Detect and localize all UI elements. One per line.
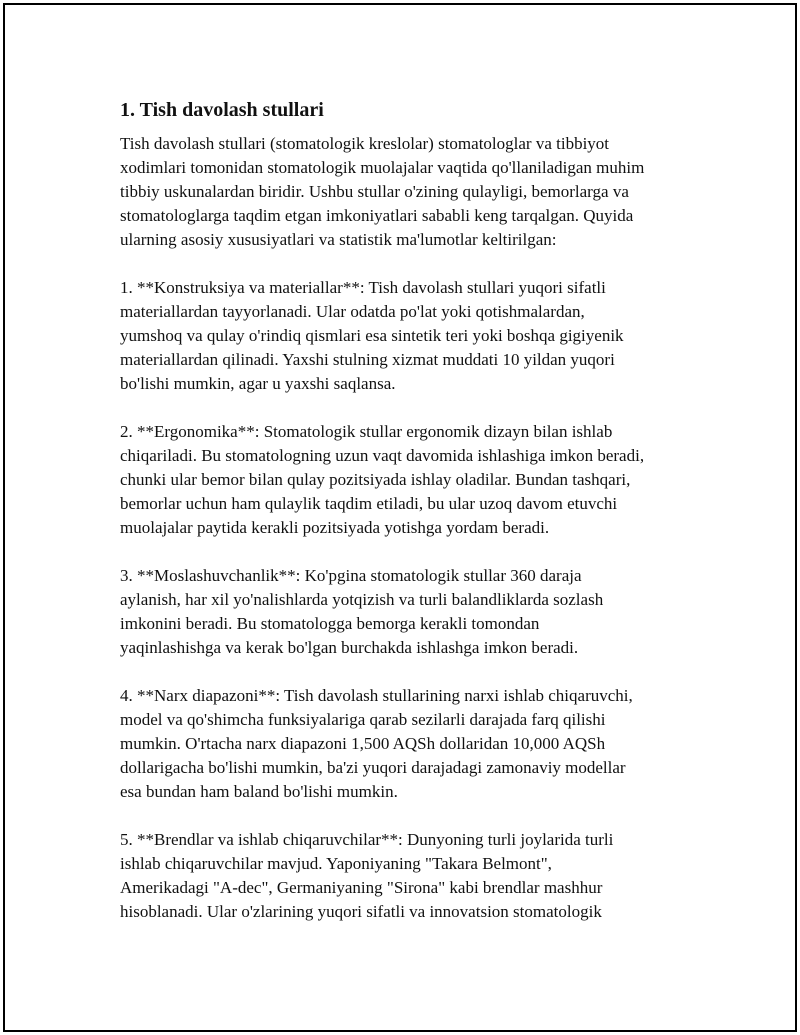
text-line: imkonini beradi. Bu stomatologga bemorga kerakli tomondan — [120, 614, 540, 633]
text-line: 4. **Narx diapazoni**: Tish davolash stullarining narxi ishlab chiqaruvchi, — [120, 686, 633, 705]
item-paragraph-price-range — [120, 684, 700, 804]
text-line: chiqariladi. Bu stomatologning uzun vaqt davomida ishlashiga imkon beradi, — [120, 446, 645, 465]
text-line: bemorlar uchun ham qulaylik taqdim etiladi, bu ular uzoq davom etuvchi — [120, 494, 618, 513]
text-line: muolajalar paytida kerakli pozitsiyada yotishga yordam beradi. — [120, 518, 550, 537]
text-line: 5. **Brendlar va ishlab chiqaruvchilar**: Dunyoning turli joylarida turli — [120, 830, 614, 849]
text-line: esa bundan ham baland bo'lishi mumkin. — [120, 782, 398, 801]
text-line: materiallardan tayyorlanadi. Ular odatda po'lat yoki qotishmalardan, — [120, 302, 585, 321]
text-line: 3. **Moslashuvchanlik**: Ko'pgina stomatologik stullar 360 daraja — [120, 566, 582, 585]
text-line: ishlab chiqaruvchilar mavjud. Yaponiyaning "Takara Belmont", — [120, 854, 552, 873]
text-line: dollarigacha bo'lishi mumkin, ba'zi yuqori darajadagi zamonaviy modellar — [120, 758, 626, 777]
item-paragraph-ergonomics — [120, 420, 700, 540]
text-line: ularning asosiy xususiyatlari va statistik ma'lumotlar keltirilgan: — [120, 230, 557, 249]
item-paragraph-construction — [120, 276, 700, 396]
text-line: yaqinlashishga va kerak bo'lgan burchakda ishlashga imkon beradi. — [120, 638, 579, 657]
text-line: 2. **Ergonomika**: Stomatologik stullar ergonomik dizayn bilan ishlab — [120, 422, 613, 441]
text-line: bo'lishi mumkin, agar u yaxshi saqlansa. — [120, 374, 396, 393]
item-paragraph-flexibility — [120, 564, 700, 660]
intro-paragraph — [120, 132, 700, 252]
text-line: Tish davolash stullari (stomatologik kreslolar) stomatologlar va tibbiyot — [120, 134, 610, 153]
item-paragraph-brands — [120, 828, 700, 924]
text-line: mumkin. O'rtacha narx diapazoni 1,500 AQSh dollaridan 10,000 AQSh — [120, 734, 606, 753]
text-line: 1. **Konstruksiya va materiallar**: Tish davolash stullari yuqori sifatli — [120, 278, 606, 297]
document-body — [120, 97, 700, 948]
text-line: yumshoq va qulay o'rindiq qismlari esa sintetik teri yoki boshqa gigiyenik — [120, 326, 624, 345]
text-line: Amerikadagi "A-dec", Germaniyaning "Sirona" kabi brendlar mashhur — [120, 878, 603, 897]
text-line: aylanish, har xil yo'nalishlarda yotqizish va turli balandliklarda sozlash — [120, 590, 604, 609]
text-line: tibbiy uskunalardan biridir. Ushbu stullar o'zining qulayligi, bemorlarga va — [120, 182, 629, 201]
page — [3, 3, 797, 1032]
text-line: xodimlari tomonidan stomatologik muolajalar vaqtida qo'llaniladigan muhim — [120, 158, 645, 177]
text-line: hisoblanadi. Ular o'zlarining yuqori sifatli va innovatsion stomatologik — [120, 902, 602, 921]
section-heading: 1. Tish davolash stullari — [120, 99, 324, 121]
text-line: materiallardan qilinadi. Yaxshi stulning xizmat muddati 10 yildan yuqori — [120, 350, 615, 369]
text-line: chunki ular bemor bilan qulay pozitsiyada ishlay oladilar. Bundan tashqari, — [120, 470, 631, 489]
text-line: stomatologlarga taqdim etgan imkoniyatlari sababli keng tarqalgan. Quyida — [120, 206, 634, 225]
text-line: model va qo'shimcha funksiyalariga qarab sezilarli darajada farq qilishi — [120, 710, 606, 729]
